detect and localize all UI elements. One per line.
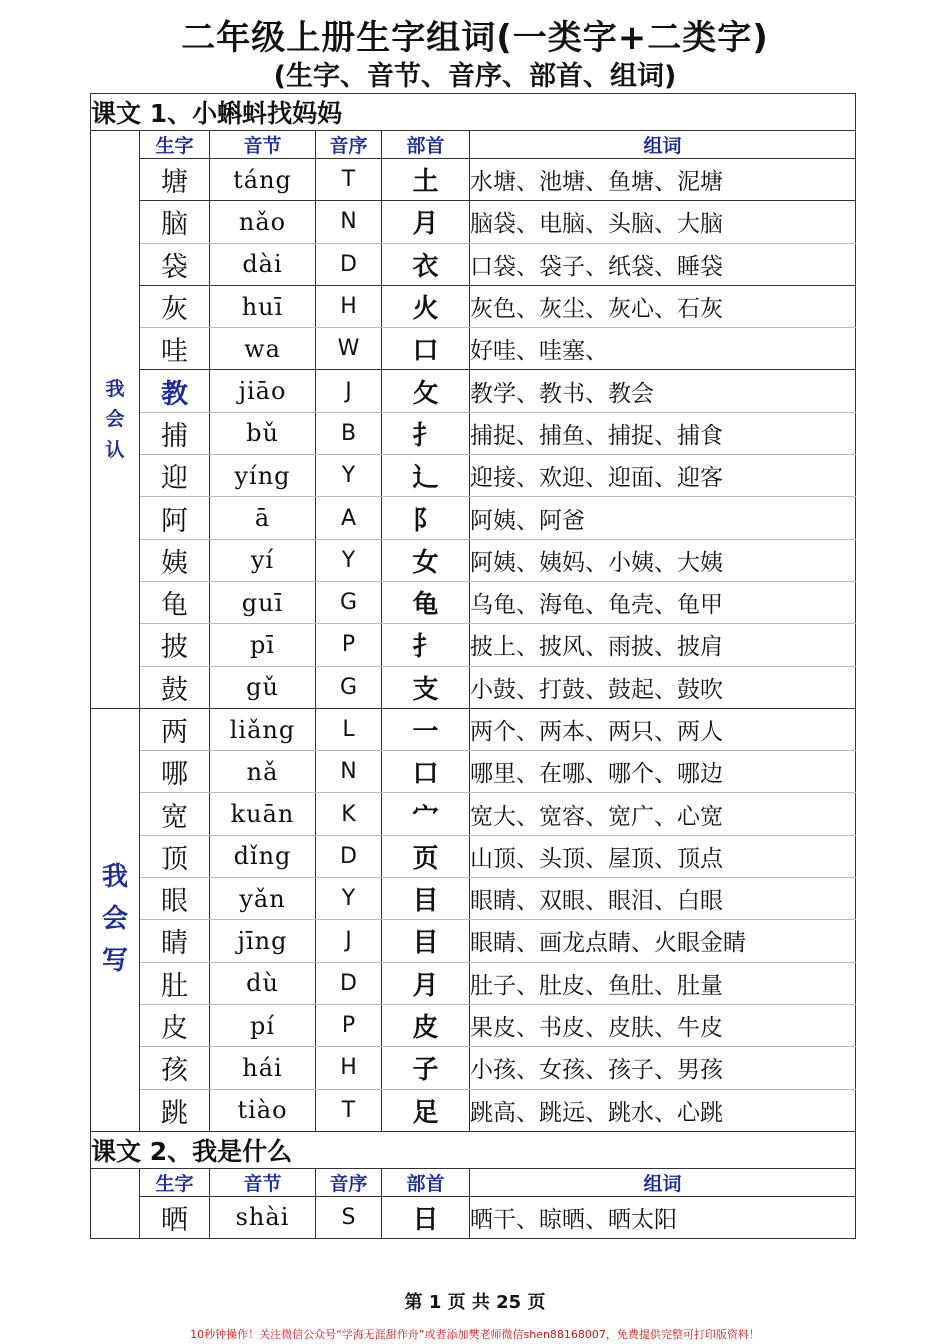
- table-row: [91, 497, 856, 539]
- cell-words: 水塘、池塘、鱼塘、泥塘: [470, 159, 856, 201]
- table-row: [91, 581, 856, 623]
- table-row: [91, 328, 856, 370]
- cell-order: N: [316, 201, 382, 243]
- cell-char: 姨: [140, 539, 210, 581]
- table-row: [91, 962, 856, 1004]
- group-label-empty: [91, 1168, 140, 1238]
- cell-radical: 宀: [382, 793, 470, 835]
- cell-order: G: [316, 666, 382, 708]
- cell-radical: 龟: [382, 581, 470, 623]
- table-row: [91, 793, 856, 835]
- cell-pinyin: ā: [210, 497, 316, 539]
- cell-char: 捕: [140, 412, 210, 454]
- table-row: [91, 370, 856, 412]
- cell-order: K: [316, 793, 382, 835]
- cell-words: 教学、教书、教会: [470, 370, 856, 412]
- cell-radical: 衣: [382, 243, 470, 285]
- table-row: [91, 1004, 856, 1046]
- cell-char: 哇: [140, 328, 210, 370]
- cell-radical: 目: [382, 920, 470, 962]
- cell-pinyin: jīng: [210, 920, 316, 962]
- cell-words: 披上、披风、雨披、披肩: [470, 624, 856, 666]
- cell-order: S: [316, 1196, 382, 1238]
- cell-words: 晒干、晾晒、晒太阳: [470, 1196, 856, 1238]
- cell-pinyin: liǎng: [210, 708, 316, 750]
- cell-char: 袋: [140, 243, 210, 285]
- header-radical: 部首: [382, 1168, 470, 1196]
- header-char: 生字: [140, 131, 210, 159]
- cell-order: Y: [316, 455, 382, 497]
- table-row: [91, 539, 856, 581]
- cell-char: 哪: [140, 751, 210, 793]
- cell-pinyin: huī: [210, 285, 316, 327]
- cell-radical: 口: [382, 751, 470, 793]
- cell-char: 孩: [140, 1047, 210, 1089]
- cell-char: 两: [140, 708, 210, 750]
- cell-radical: 日: [382, 1196, 470, 1238]
- cell-char: 晒: [140, 1196, 210, 1238]
- cell-order: J: [316, 920, 382, 962]
- cell-pinyin: jiāo: [210, 370, 316, 412]
- cell-pinyin: shài: [210, 1196, 316, 1238]
- page-subtitle: (生字、音节、音序、部首、组词): [273, 61, 677, 92]
- cell-order: B: [316, 412, 382, 454]
- cell-pinyin: kuān: [210, 793, 316, 835]
- cell-char: 教: [140, 370, 210, 412]
- cell-words: 脑袋、电脑、头脑、大脑: [470, 201, 856, 243]
- cell-char: 顶: [140, 835, 210, 877]
- page-title: 二年级上册生字组词(一类字+二类字): [181, 18, 769, 58]
- cell-order: H: [316, 285, 382, 327]
- table-row: [91, 1089, 856, 1131]
- header-order: 音序: [316, 1168, 382, 1196]
- cell-char: 皮: [140, 1004, 210, 1046]
- cell-pinyin: wa: [210, 328, 316, 370]
- cell-radical: 火: [382, 285, 470, 327]
- cell-order: D: [316, 243, 382, 285]
- cell-words: 阿姨、姨妈、小姨、大姨: [470, 539, 856, 581]
- cell-char: 眼: [140, 878, 210, 920]
- cell-words: 阿姨、阿爸: [470, 497, 856, 539]
- cell-words: 两个、两本、两只、两人: [470, 708, 856, 750]
- cell-radical: 目: [382, 878, 470, 920]
- cell-radical: 土: [382, 159, 470, 201]
- cell-radical: 子: [382, 1047, 470, 1089]
- cell-words: 眼睛、双眼、眼泪、白眼: [470, 878, 856, 920]
- table-row: [91, 708, 856, 750]
- cell-radical: 皮: [382, 1004, 470, 1046]
- cell-radical: 辶: [382, 455, 470, 497]
- cell-radical: 足: [382, 1089, 470, 1131]
- lesson-2-header-row: [91, 1168, 856, 1196]
- cell-pinyin: táng: [210, 159, 316, 201]
- cell-words: 哪里、在哪、哪个、哪边: [470, 751, 856, 793]
- cell-pinyin: yǎn: [210, 878, 316, 920]
- lesson-1-title: 课文 1、小蝌蚪找妈妈: [91, 94, 856, 131]
- table-row: [91, 201, 856, 243]
- cell-words: 眼睛、画龙点睛、火眼金睛: [470, 920, 856, 962]
- cell-pinyin: gǔ: [210, 666, 316, 708]
- table-row: [91, 243, 856, 285]
- cell-radical: 女: [382, 539, 470, 581]
- table-row: [91, 920, 856, 962]
- table-row: [91, 455, 856, 497]
- lesson-1-header-row: [91, 131, 856, 159]
- cell-radical: 扌: [382, 624, 470, 666]
- cell-order: T: [316, 159, 382, 201]
- cell-radical: 口: [382, 328, 470, 370]
- cell-char: 鼓: [140, 666, 210, 708]
- cell-char: 跳: [140, 1089, 210, 1131]
- cell-order: P: [316, 1004, 382, 1046]
- cell-pinyin: hái: [210, 1047, 316, 1089]
- table-row: [91, 285, 856, 327]
- cell-order: L: [316, 708, 382, 750]
- cell-pinyin: guī: [210, 581, 316, 623]
- cell-pinyin: tiào: [210, 1089, 316, 1131]
- table-row: [91, 412, 856, 454]
- cell-char: 肚: [140, 962, 210, 1004]
- cell-pinyin: dǐng: [210, 835, 316, 877]
- cell-pinyin: yí: [210, 539, 316, 581]
- cell-char: 阿: [140, 497, 210, 539]
- cell-words: 口袋、袋子、纸袋、睡袋: [470, 243, 856, 285]
- cell-order: P: [316, 624, 382, 666]
- vocabulary-table: [90, 93, 856, 1239]
- cell-radical: 页: [382, 835, 470, 877]
- cell-pinyin: pī: [210, 624, 316, 666]
- table-row: [91, 878, 856, 920]
- cell-radical: 扌: [382, 412, 470, 454]
- table-row: [91, 1196, 856, 1238]
- cell-words: 好哇、哇塞、: [470, 328, 856, 370]
- header-pinyin: 音节: [210, 131, 316, 159]
- table-row: [91, 159, 856, 201]
- group-label-write: 我 会 写: [91, 708, 140, 1131]
- header-pinyin: 音节: [210, 1168, 316, 1196]
- cell-order: H: [316, 1047, 382, 1089]
- cell-radical: 阝: [382, 497, 470, 539]
- cell-words: 迎接、欢迎、迎面、迎客: [470, 455, 856, 497]
- cell-char: 披: [140, 624, 210, 666]
- cell-words: 灰色、灰尘、灰心、石灰: [470, 285, 856, 327]
- cell-pinyin: yíng: [210, 455, 316, 497]
- header-char: 生字: [140, 1168, 210, 1196]
- header-words: 组词: [470, 131, 856, 159]
- cell-pinyin: pí: [210, 1004, 316, 1046]
- table-row: [91, 1047, 856, 1089]
- cell-words: 宽大、宽容、宽广、心宽: [470, 793, 856, 835]
- cell-char: 灰: [140, 285, 210, 327]
- table-row: [91, 751, 856, 793]
- cell-char: 龟: [140, 581, 210, 623]
- footer-note: 10秒钟操作！关注微信公众号“学海无涯甜作舟”或者添加樊老师微信shen88168007，免费提供完整可打印版资料！: [190, 1328, 760, 1341]
- cell-radical: 月: [382, 201, 470, 243]
- cell-order: T: [316, 1089, 382, 1131]
- cell-words: 捕捉、捕鱼、捕捉、捕食: [470, 412, 856, 454]
- cell-radical: 一: [382, 708, 470, 750]
- cell-radical: 月: [382, 962, 470, 1004]
- cell-order: N: [316, 751, 382, 793]
- header-order: 音序: [316, 131, 382, 159]
- cell-words: 山顶、头顶、屋顶、顶点: [470, 835, 856, 877]
- cell-pinyin: bǔ: [210, 412, 316, 454]
- header-words: 组词: [470, 1168, 856, 1196]
- cell-char: 脑: [140, 201, 210, 243]
- cell-radical: 攵: [382, 370, 470, 412]
- cell-words: 小孩、女孩、孩子、男孩: [470, 1047, 856, 1089]
- cell-order: W: [316, 328, 382, 370]
- cell-char: 塘: [140, 159, 210, 201]
- cell-words: 小鼓、打鼓、鼓起、鼓吹: [470, 666, 856, 708]
- cell-char: 睛: [140, 920, 210, 962]
- table-row: [91, 835, 856, 877]
- table-row: [91, 624, 856, 666]
- cell-order: D: [316, 962, 382, 1004]
- cell-words: 果皮、书皮、皮肤、牛皮: [470, 1004, 856, 1046]
- cell-char: 迎: [140, 455, 210, 497]
- header-radical: 部首: [382, 131, 470, 159]
- cell-order: D: [316, 835, 382, 877]
- cell-order: A: [316, 497, 382, 539]
- cell-pinyin: nǎo: [210, 201, 316, 243]
- cell-words: 乌龟、海龟、龟壳、龟甲: [470, 581, 856, 623]
- cell-pinyin: dài: [210, 243, 316, 285]
- cell-order: Y: [316, 878, 382, 920]
- cell-pinyin: dù: [210, 962, 316, 1004]
- cell-order: G: [316, 581, 382, 623]
- cell-order: J: [316, 370, 382, 412]
- cell-words: 跳高、跳远、跳水、心跳: [470, 1089, 856, 1131]
- page-number: 第 1 页 共 25 页: [404, 1292, 546, 1313]
- cell-radical: 支: [382, 666, 470, 708]
- cell-char: 宽: [140, 793, 210, 835]
- cell-pinyin: nǎ: [210, 751, 316, 793]
- cell-words: 肚子、肚皮、鱼肚、肚量: [470, 962, 856, 1004]
- table-row: [91, 666, 856, 708]
- cell-order: Y: [316, 539, 382, 581]
- lesson-2-title: 课文 2、我是什么: [91, 1131, 856, 1168]
- group-label-recognize: 我 会 认: [91, 131, 140, 709]
